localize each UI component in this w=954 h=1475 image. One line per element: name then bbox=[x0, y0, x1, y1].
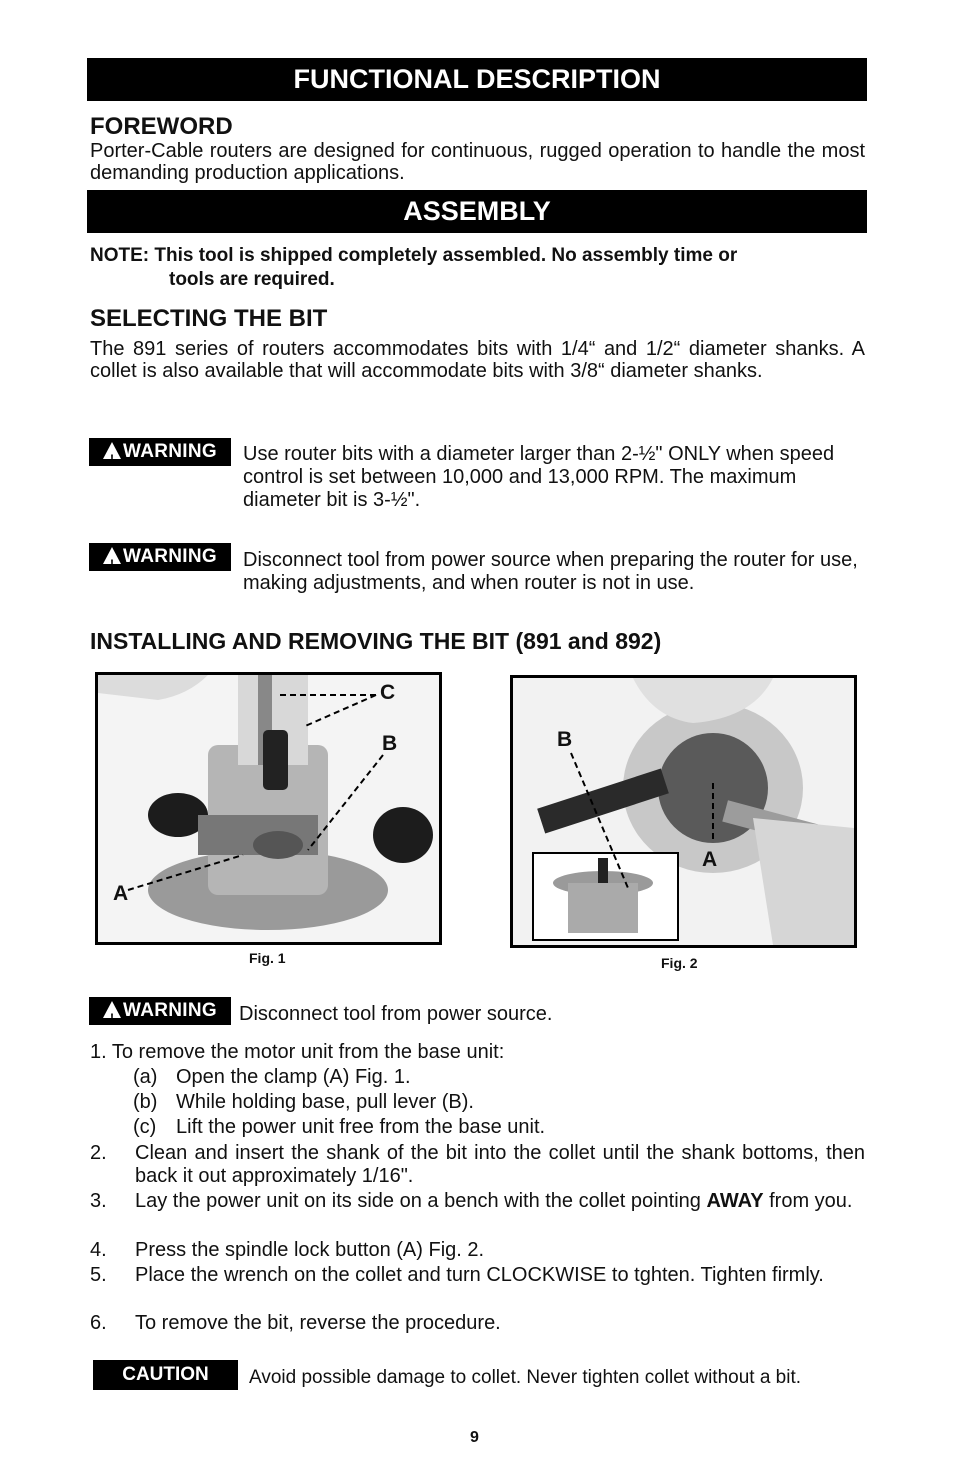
step-1b: While holding base, pull lever (B). bbox=[176, 1091, 474, 1113]
note-line-2: tools are required. bbox=[169, 269, 335, 290]
step-6-number: 6. bbox=[90, 1312, 107, 1334]
step-2-number: 2. bbox=[90, 1142, 107, 1164]
figure-2-label-b: B bbox=[557, 728, 573, 751]
step-1c: Lift the power unit free from the base unit. bbox=[176, 1116, 546, 1138]
warning-triangle-icon bbox=[103, 442, 121, 459]
figure-1-label-c: C bbox=[380, 681, 396, 704]
step-1c-marker: (c) bbox=[133, 1116, 157, 1138]
warning-label: WARNING bbox=[123, 1000, 217, 1021]
step-1b-marker: (b) bbox=[133, 1091, 158, 1113]
warning-text-3: Disconnect tool from power source. bbox=[239, 1003, 553, 1025]
step-6: To remove the bit, reverse the procedure. bbox=[135, 1312, 501, 1334]
router-base-illustration bbox=[98, 675, 439, 942]
warning-triangle-icon bbox=[103, 1001, 121, 1018]
figure-1-router-base bbox=[95, 672, 442, 945]
warning-triangle-icon bbox=[103, 547, 121, 564]
warning-badge bbox=[89, 543, 231, 571]
caution-text: Avoid possible damage to collet. Never tighten collet without a bit. bbox=[249, 1367, 802, 1388]
step-2: Clean and insert the shank of the bit into the collet until the shank bottoms, then back it out approximately 1/16". bbox=[135, 1142, 865, 1187]
figure-1-label-b: B bbox=[382, 732, 398, 755]
foreword-body: Porter-Cable routers are designed for continuous, rugged operation to handle the most demanding production applications. bbox=[90, 140, 865, 184]
step-3-text: Lay the power unit on its side on a bench with the collet pointing bbox=[135, 1190, 707, 1212]
note-line-1: NOTE: This tool is shipped completely assembled. No assembly time or bbox=[90, 245, 738, 266]
warning-text-2: Disconnect tool from power source when preparing the router for use, making adjustments, and when router is not in use. bbox=[243, 549, 858, 594]
installing-heading: INSTALLING AND REMOVING THE BIT (891 and 892) bbox=[90, 628, 662, 654]
step-4: Press the spindle lock button (A) Fig. 2. bbox=[135, 1239, 485, 1261]
figure-2-label-a: A bbox=[702, 848, 718, 871]
section-banner-assembly: ASSEMBLY bbox=[87, 190, 867, 233]
step-3-text-end: from you. bbox=[763, 1190, 853, 1212]
warning-badge bbox=[89, 438, 231, 466]
warning-label: WARNING bbox=[123, 441, 217, 462]
step-5: Place the wrench on the collet and turn CLOCKWISE to tghten. Tighten firmly. bbox=[135, 1264, 824, 1286]
foreword-heading: FOREWORD bbox=[90, 113, 233, 140]
step-1a-marker: (a) bbox=[133, 1066, 158, 1088]
step-3 bbox=[135, 1190, 865, 1213]
step-1: 1. To remove the motor unit from the base unit: bbox=[90, 1041, 505, 1063]
warning-badge bbox=[89, 997, 231, 1025]
section-banner-functional: FUNCTIONAL DESCRIPTION bbox=[87, 58, 867, 101]
selecting-body: The 891 series of routers accommodates bits with 1/4“ and 1/2“ diameter shanks. A collet is also available that will accommodate bits with 3/8“ diameter shanks. bbox=[90, 338, 865, 382]
figure-1-label-a: A bbox=[113, 882, 129, 905]
step-1a: Open the clamp (A) Fig. 1. bbox=[176, 1066, 411, 1088]
step-5-number: 5. bbox=[90, 1264, 107, 1286]
step-4-number: 4. bbox=[90, 1239, 107, 1261]
step-3-emphasis: AWAY bbox=[706, 1190, 764, 1212]
step-3-number: 3. bbox=[90, 1190, 107, 1212]
figure-2-caption: Fig. 2 bbox=[661, 955, 698, 971]
selecting-heading: SELECTING THE BIT bbox=[90, 305, 328, 332]
caution-badge: CAUTION bbox=[93, 1360, 238, 1390]
warning-text-1: Use router bits with a diameter larger than 2-½" ONLY when speed control is set between 10,000 and 13,000 RPM. The maximum diameter bit is 3-½". bbox=[243, 443, 835, 511]
warning-label: WARNING bbox=[123, 546, 217, 567]
page-number: 9 bbox=[470, 1429, 479, 1446]
figure-1-caption: Fig. 1 bbox=[249, 950, 286, 966]
figure-2-wrench-collet bbox=[510, 675, 857, 948]
wrench-collet-illustration bbox=[513, 678, 854, 945]
